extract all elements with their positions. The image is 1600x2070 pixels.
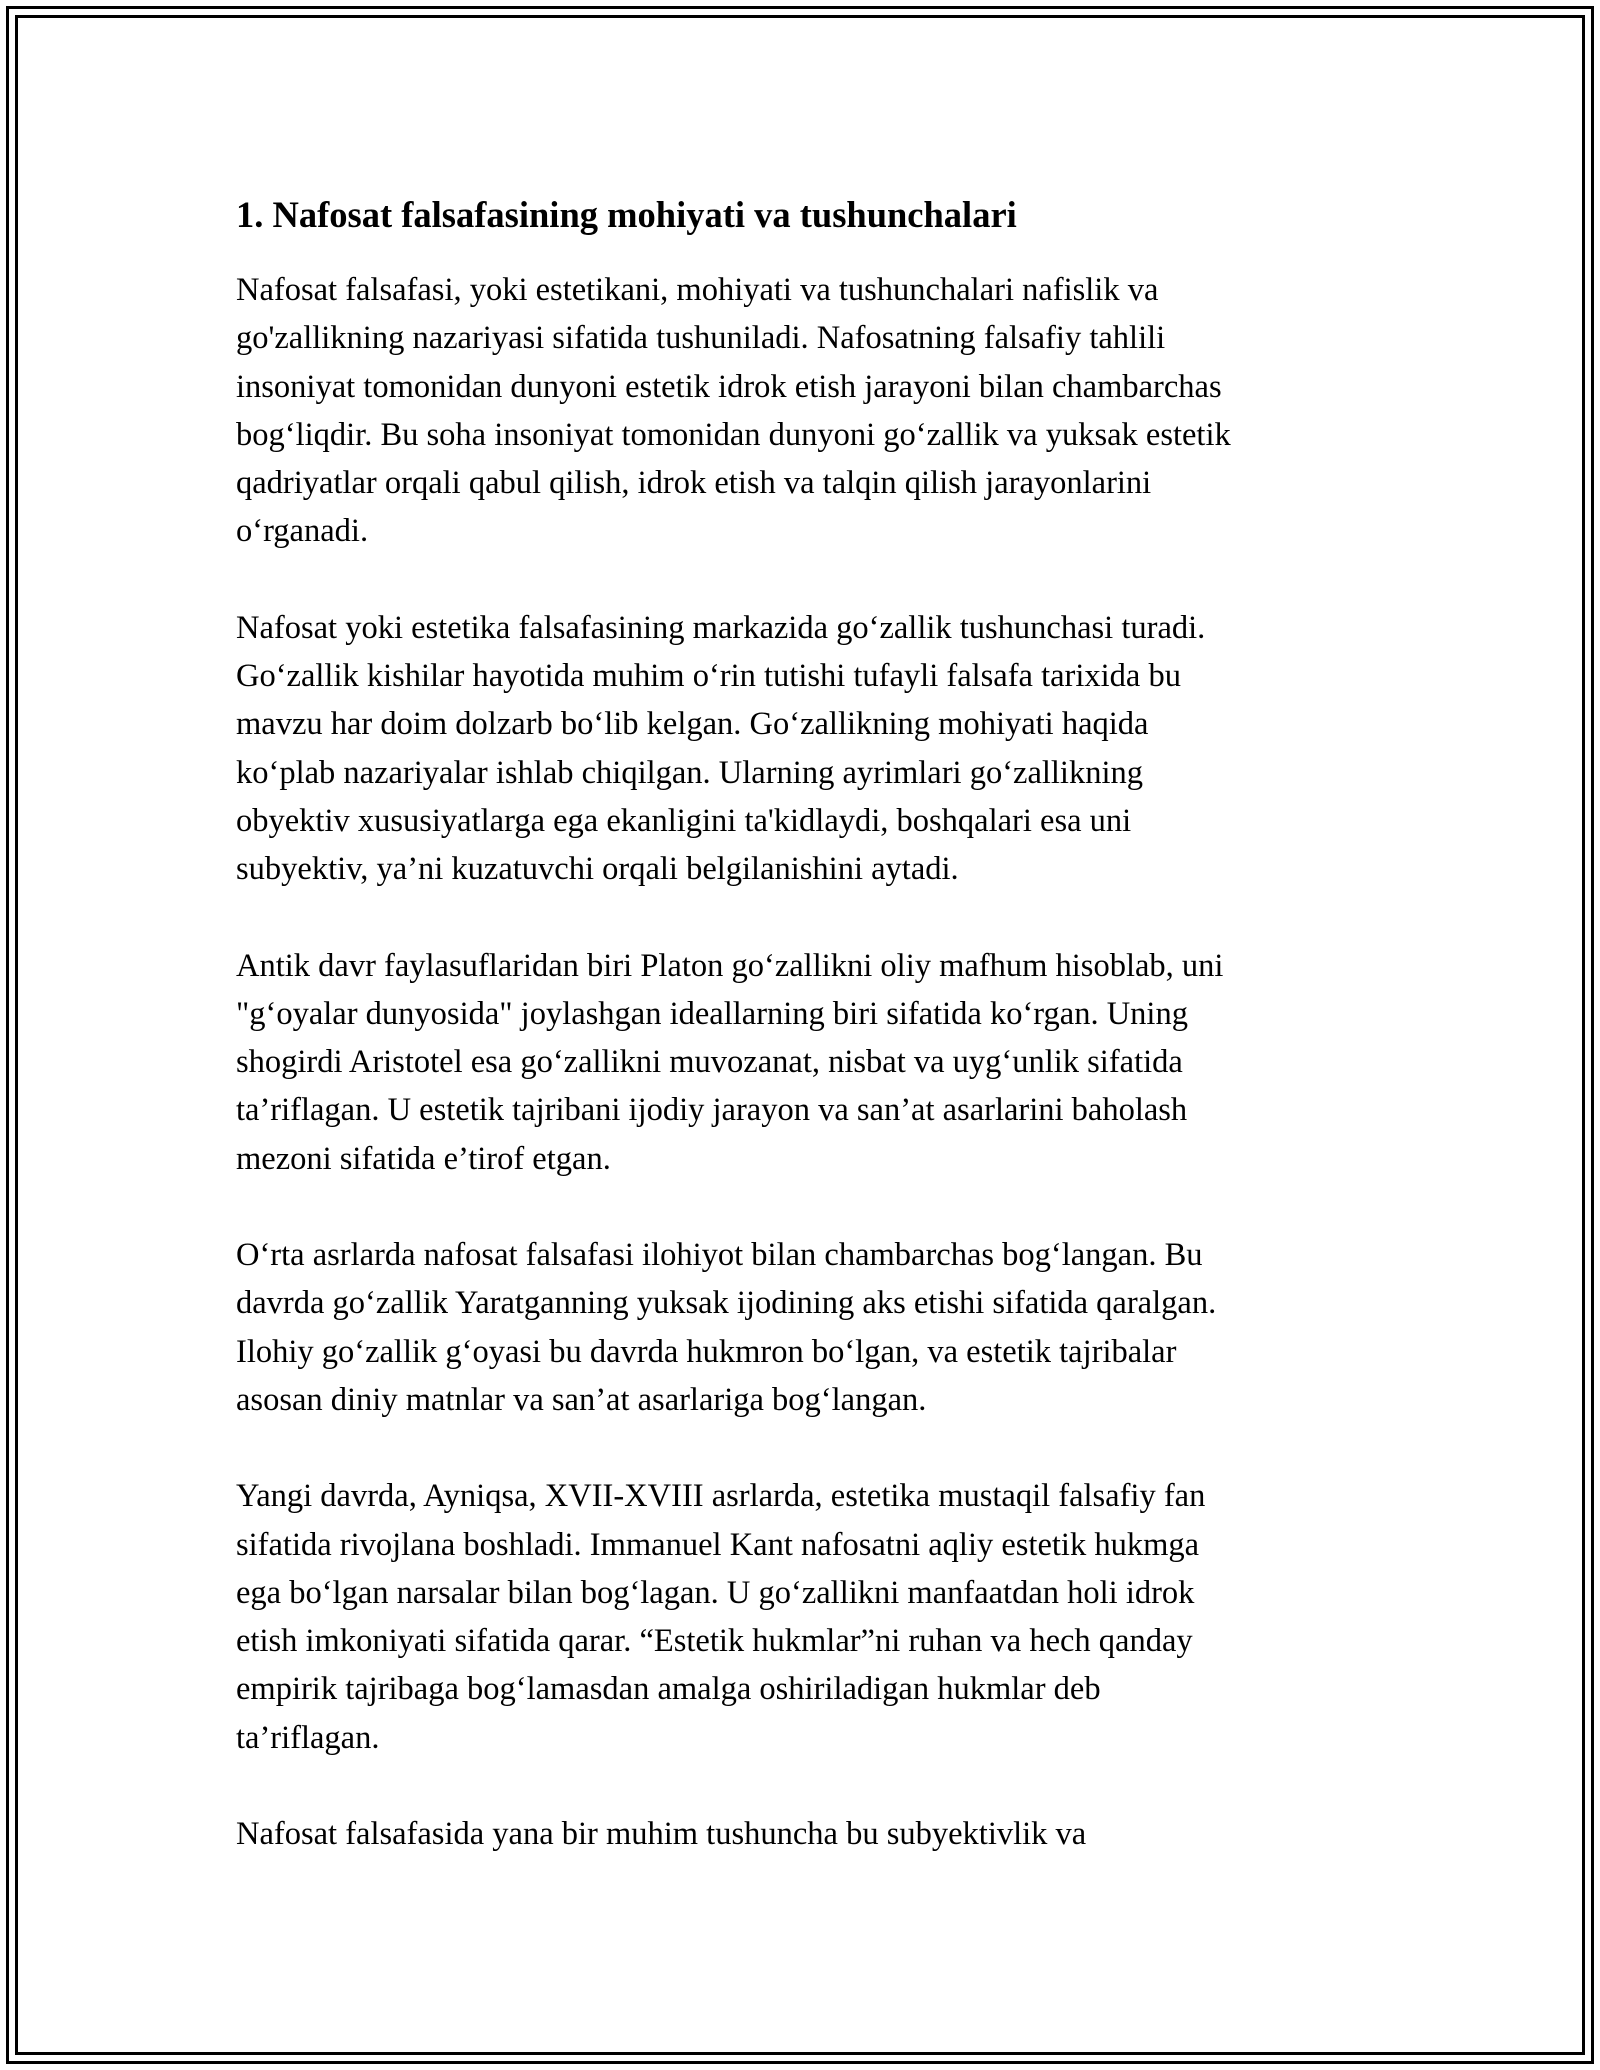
text-line: subyektiv, ya’ni kuzatuvchi orqali belgilanishini aytadi.	[236, 851, 959, 888]
text-line: ta’riflagan.	[236, 1719, 380, 1756]
paragraph-modern-era	[236, 1472, 1386, 1762]
text-line: Go‘zallik kishilar hayotida muhim o‘rin tutishi tufayli falsafa tarixida bu	[236, 658, 1181, 695]
text-line: o‘rganadi.	[236, 513, 369, 550]
text-line: mavzu har doim dolzarb bo‘lib kelgan. Go‘zallikning mohiyati haqida	[236, 706, 1149, 743]
text-line: davrda go‘zallik Yaratganning yuksak ijodining aks etishi sifatida qaralgan.	[236, 1285, 1217, 1322]
text-line: mezoni sifatida e’tirof etgan.	[236, 1140, 611, 1177]
text-line: shogirdi Aristotel esa go‘zallikni muvozanat, nisbat va uyg‘unlik sifatida	[236, 1044, 1183, 1081]
text-line: Yangi davrda, Ayniqsa, XVII-XVIII asrlarda, estetika mustaqil falsafiy fan	[236, 1478, 1206, 1515]
paragraph-middle-ages	[236, 1231, 1386, 1424]
section-title: 1. Nafosat falsafasining mohiyati va tushunchalari	[236, 194, 1017, 235]
text-line: etish imkoniyati sifatida qarar. “Estetik hukmlar”ni ruhan va hech qanday	[236, 1623, 1193, 1660]
text-line: "g‘oyalar dunyosida" joylashgan ideallarning biri sifatida ko‘rgan. Uning	[236, 995, 1188, 1032]
document-body	[236, 186, 1386, 1906]
text-line: go'zallikning nazariyasi sifatida tushuniladi. Nafosatning falsafiy tahlili	[236, 320, 1166, 357]
text-line: insoniyat tomonidan dunyoni estetik idrok etish jarayoni bilan chambarchas	[236, 368, 1222, 405]
paragraph-subjectivity	[236, 1810, 1386, 1858]
paragraph-antiquity	[236, 942, 1386, 1183]
text-line: Nafosat falsafasida yana bir muhim tushuncha bu subyektivlik va	[236, 1816, 1087, 1853]
text-line: Nafosat falsafasi, yoki estetikani, mohiyati va tushunchalari nafislik va	[236, 272, 1159, 308]
text-line: Antik davr faylasuflaridan biri Platon go‘zallikni oliy mafhum hisoblab, uni	[236, 947, 1224, 984]
text-line: obyektiv xususiyatlarga ega ekanligini ta'kidlaydi, boshqalari esa uni	[236, 802, 1132, 839]
text-line: Nafosat yoki estetika falsafasining markazida go‘zallik tushunchasi turadi.	[236, 609, 1206, 646]
text-line: ega bo‘lgan narsalar bilan bog‘lagan. U go‘zallikni manfaatdan holi idrok	[236, 1574, 1195, 1611]
paragraph-beauty-concept	[236, 604, 1386, 894]
text-line: Ilohiy go‘zallik g‘oyasi bu davrda hukmron bo‘lgan, va estetik tajribalar	[236, 1333, 1177, 1370]
paragraph-essence	[236, 266, 1386, 556]
text-line: qadriyatlar orqali qabul qilish, idrok etish va talqin qilish jarayonlarini	[236, 465, 1152, 502]
text-line: ta’riflagan. U estetik tajribani ijodiy jarayon va san’at asarlarini baholash	[236, 1092, 1188, 1129]
text-line: asosan diniy matnlar va san’at asarlariga bog‘langan.	[236, 1381, 927, 1418]
text-line: empirik tajribaga bog‘lamasdan amalga oshiriladigan hukmlar deb	[236, 1671, 1101, 1708]
text-line: bog‘liqdir. Bu soha insoniyat tomonidan dunyoni go‘zallik va yuksak estetik	[236, 416, 1231, 453]
text-line: O‘rta asrlarda nafosat falsafasi ilohiyot bilan chambarchas bog‘langan. Bu	[236, 1237, 1203, 1274]
text-line: ko‘plab nazariyalar ishlab chiqilgan. Ularning ayrimlari go‘zallikning	[236, 754, 1143, 791]
text-line: sifatida rivojlana boshladi. Immanuel Kant nafosatni aqliy estetik hukmga	[236, 1526, 1200, 1563]
